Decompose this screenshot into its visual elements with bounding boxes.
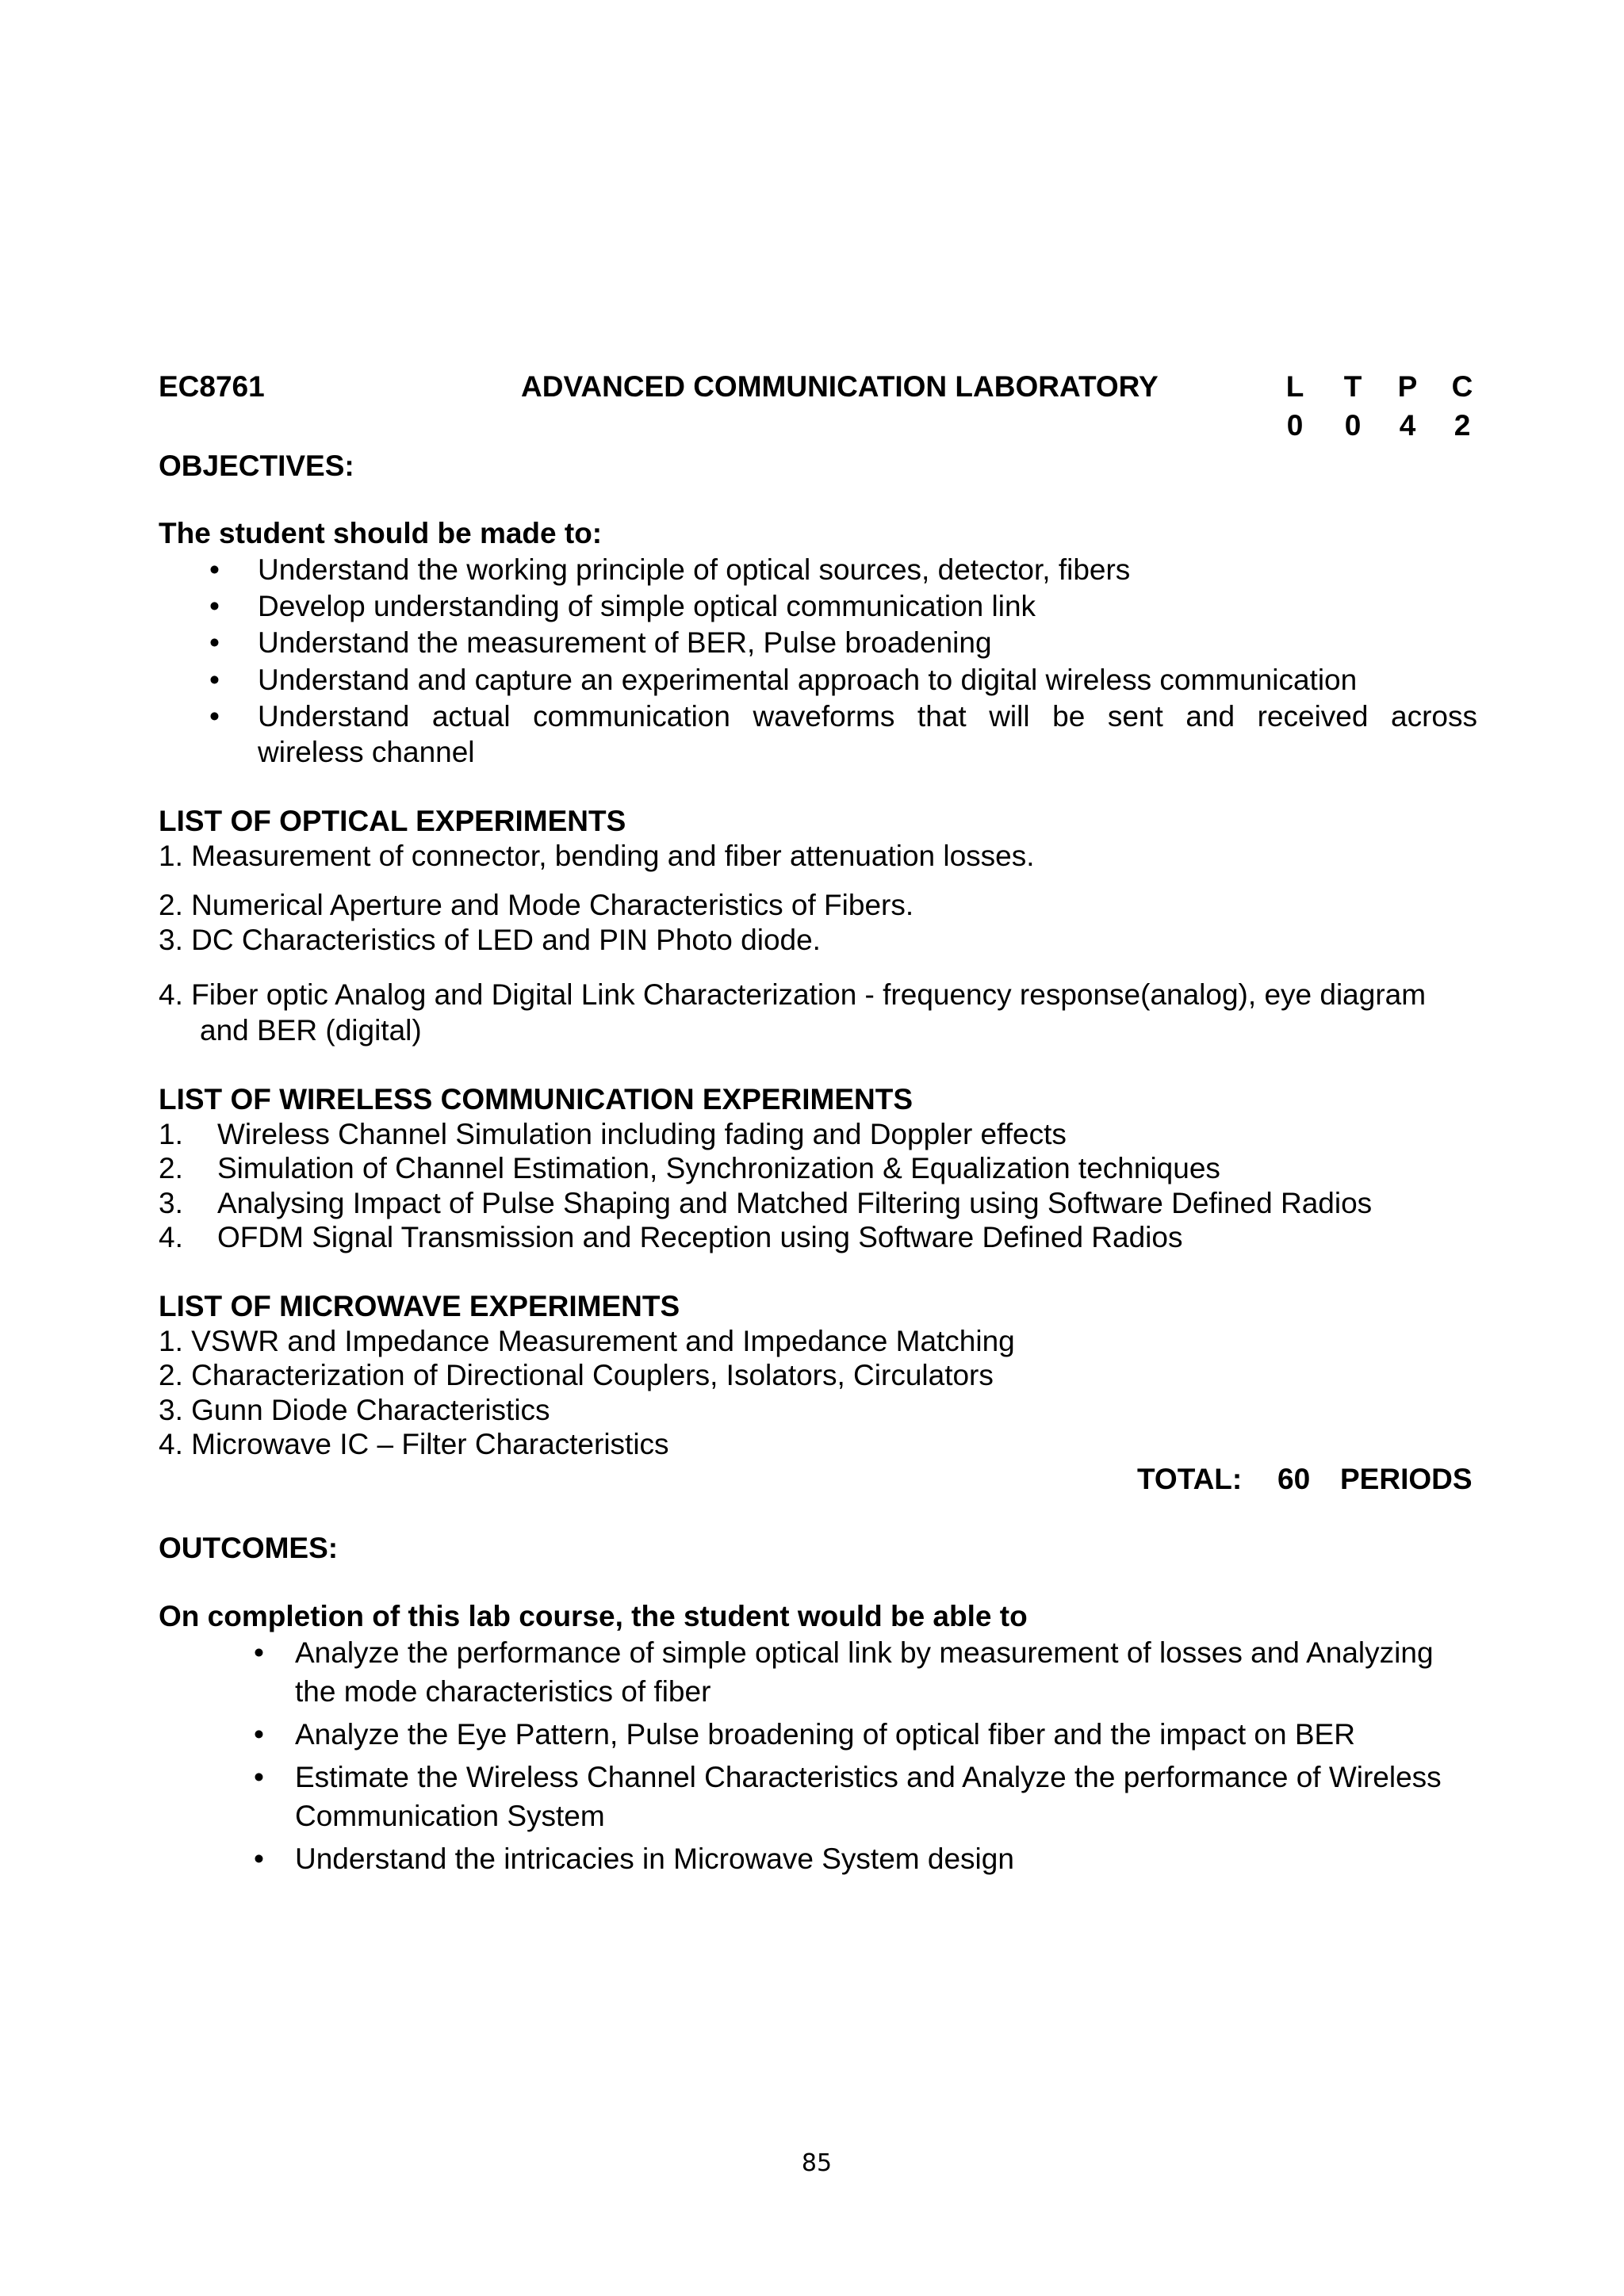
objectives-heading: OBJECTIVES: (159, 450, 354, 482)
microwave-item: 3. Gunn Diode Characteristics (159, 1394, 550, 1426)
ltpc-value-t: 0 (1344, 409, 1362, 442)
outcome-item: Analyze the performance of simple optical link by measurement of losses and Analyzing (295, 1636, 1434, 1669)
objective-item: Understand actual communication waveforms that will be sent and received across (258, 700, 1477, 733)
optical-item-continuation: and BER (digital) (200, 1014, 422, 1047)
ltpc-label-c: C (1451, 370, 1473, 403)
ltpc-label-l: L (1285, 370, 1304, 403)
wireless-item-number: 2. (159, 1152, 183, 1184)
objective-item: Understand the working principle of optical sources, detector, fibers (258, 553, 1131, 586)
outcomes-heading: OUTCOMES: (159, 1532, 339, 1564)
optical-item: 3. DC Characteristics of LED and PIN Photo diode. (159, 924, 821, 956)
objective-item: Understand the measurement of BER, Pulse broadening (258, 626, 992, 659)
wireless-item-number: 3. (159, 1187, 183, 1219)
outcome-item: Estimate the Wireless Channel Characteristics and Analyze the performance of Wireless (295, 1761, 1442, 1793)
bullet-icon: • (254, 1761, 264, 1793)
course-code: EC8761 (159, 370, 265, 403)
wireless-item: Simulation of Channel Estimation, Synchronization & Equalization techniques (217, 1152, 1220, 1184)
bullet-icon: • (209, 664, 220, 696)
bullet-icon: • (209, 700, 220, 733)
wireless-item-number: 1. (159, 1118, 183, 1150)
ltpc-value-p: 4 (1399, 409, 1416, 442)
objective-item: Understand and capture an experimental approach to digital wireless communication (258, 664, 1358, 696)
microwave-item: 1. VSWR and Impedance Measurement and Impedance Matching (159, 1325, 1015, 1357)
wireless-item: Analysing Impact of Pulse Shaping and Matched Filtering using Software Defined Radios (217, 1187, 1373, 1219)
outcomes-intro: On completion of this lab course, the student would be able to (159, 1600, 1028, 1632)
wireless-heading: LIST OF WIRELESS COMMUNICATION EXPERIMENTS (159, 1083, 914, 1115)
ltpc-value-c: 2 (1454, 409, 1471, 442)
microwave-item: 2. Characterization of Directional Couplers, Isolators, Circulators (159, 1359, 994, 1391)
optical-heading: LIST OF OPTICAL EXPERIMENTS (159, 805, 626, 837)
objectives-intro: The student should be made to: (159, 517, 603, 549)
bullet-icon: • (209, 553, 220, 586)
bullet-icon: • (254, 1843, 264, 1875)
wireless-item: OFDM Signal Transmission and Reception using Software Defined Radios (217, 1221, 1183, 1253)
ltpc-value-l: 0 (1286, 409, 1304, 442)
outcome-item-continuation: the mode characteristics of fiber (295, 1675, 711, 1708)
outcome-item: Analyze the Eye Pattern, Pulse broadening of optical fiber and the impact on BER (295, 1718, 1355, 1751)
optical-item: 2. Numerical Aperture and Mode Characteristics of Fibers. (159, 889, 914, 921)
wireless-item: Wireless Channel Simulation including fading and Doppler effects (217, 1118, 1067, 1150)
bullet-icon: • (254, 1636, 264, 1669)
outcome-item-continuation: Communication System (295, 1800, 605, 1832)
wireless-item-number: 4. (159, 1221, 183, 1253)
page-number: 85 (801, 2149, 833, 2177)
total-unit: PERIODS (1340, 1463, 1473, 1495)
total-label: TOTAL: (1137, 1463, 1243, 1495)
course-title: ADVANCED COMMUNICATION LABORATORY (521, 370, 1159, 403)
microwave-heading: LIST OF MICROWAVE EXPERIMENTS (159, 1290, 680, 1322)
ltpc-label-t: T (1343, 370, 1362, 403)
ltpc-label-p: P (1397, 370, 1418, 403)
microwave-item: 4. Microwave IC – Filter Characteristics (159, 1428, 669, 1460)
objective-item: Develop understanding of simple optical communication link (258, 590, 1036, 622)
bullet-icon: • (209, 590, 220, 622)
optical-item: 4. Fiber optic Analog and Digital Link Characterization - frequency response(analog), eye diagram (159, 978, 1427, 1011)
objective-item-continuation: wireless channel (258, 736, 475, 768)
bullet-icon: • (254, 1718, 264, 1751)
optical-item: 1. Measurement of connector, bending and fiber attenuation losses. (159, 840, 1035, 872)
bullet-icon: • (209, 626, 220, 659)
total-value: 60 (1277, 1463, 1311, 1495)
outcome-item: Understand the intricacies in Microwave System design (295, 1843, 1014, 1875)
